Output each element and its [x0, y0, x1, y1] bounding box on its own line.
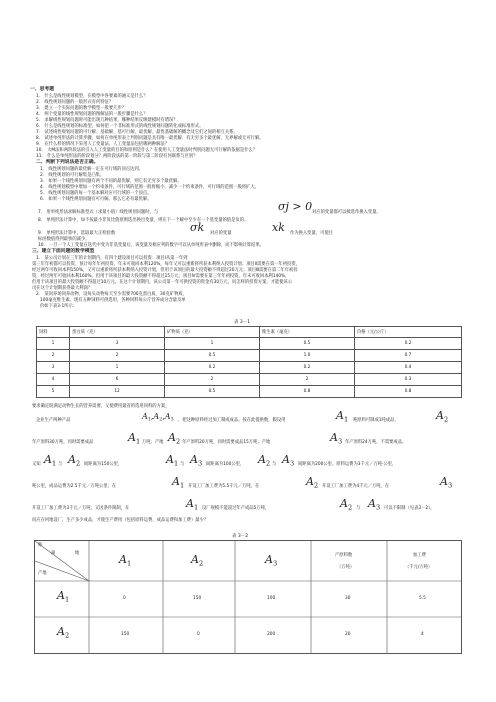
- subscript: 2: [313, 481, 319, 490]
- section1-heading: 一、思考题: [30, 87, 54, 92]
- a1-symbol: [336, 409, 348, 423]
- a1-symbol: [186, 497, 198, 511]
- subscript: 2: [75, 459, 81, 468]
- subscript: 2: [64, 631, 70, 640]
- problem-3-l5c: 与: [356, 506, 361, 511]
- problem-3-l2b: 万吨；产地: [142, 440, 164, 445]
- a-symbol: A: [190, 453, 198, 466]
- judge-3: 3. 如果一个线性规划问题有两个不同的最优解，则它有无穷多个最优解。: [40, 179, 182, 184]
- problem-3-l1: [36, 418, 70, 424]
- subscript: 1: [193, 503, 199, 512]
- problem-3-l2d: 年产原料24万吨，不需要成品。: [345, 440, 407, 445]
- question-6: 6. 什么是线性规划的标准型，如何把一个非标准形式的线性规划问题转化成标准形式。: [36, 124, 204, 129]
- subscript: 1: [343, 415, 349, 424]
- subscript: 1: [126, 559, 132, 568]
- judge-5: 5. 线性规划问题的每一个基本解对应可行域的一个顶点。: [40, 191, 152, 196]
- a-symbol: A: [282, 453, 290, 466]
- row-a2-label: [57, 625, 69, 639]
- a-symbol: A: [440, 475, 448, 488]
- table-cell: 1: [37, 338, 70, 350]
- judge-9-cont: 标函数值得到最快的减少。: [38, 237, 90, 242]
- subscript: 3: [375, 503, 381, 512]
- a1-a2-a3-formula: $A_1,A_2,A_3$: [142, 412, 174, 423]
- x-k-formula: xk: [272, 221, 285, 234]
- table-cell: 4: [421, 632, 424, 637]
- a2-symbol: [258, 453, 270, 467]
- subscript: 2: [159, 417, 163, 423]
- col-a3-header: [265, 553, 277, 567]
- subscript: 1: [51, 459, 57, 468]
- table-cell: 1: [165, 338, 260, 350]
- subscript: 1: [173, 459, 179, 468]
- table-cell: 0.2: [260, 362, 355, 374]
- table-cell: 0: [197, 632, 200, 637]
- feed-table: [36, 326, 462, 398]
- table-cell: 6: [70, 374, 165, 386]
- problem-2-l3: 价如下表3-1所示：: [40, 304, 78, 309]
- question-5: 5. 求解线性规划问题时可能出现几种结果，哪种结果反映建模时有错误？: [36, 118, 178, 123]
- problem-1-l5: 但用于该项目的最大投资额不得超过10万元。在这个计划期内，该公司第一年可供投资的资金有30万元，问怎样的投资方案，才能使该公: [32, 280, 293, 285]
- table-cell: 3: [37, 362, 70, 374]
- problem-3-text-c: 吨原料可制成1吨成品，: [353, 418, 399, 423]
- problem-3-l5b: 设厂规模不能超过年产成品5万吨，: [202, 506, 270, 511]
- table-cell: 100: [267, 596, 276, 601]
- judge-7-tail: 对应的变量都可以被选作换入变量。: [312, 210, 381, 215]
- a-symbol: A: [166, 453, 174, 466]
- subscript: 1: [179, 481, 185, 490]
- problem-3-l3: 又知: [32, 462, 41, 467]
- problem-3-l3f: 与: [272, 462, 277, 467]
- a-symbol: A: [340, 497, 348, 510]
- a2-symbol: [340, 497, 352, 511]
- col-a1-header: [119, 553, 131, 567]
- corner-label-right: 地: [75, 551, 80, 556]
- table-cell: 150: [193, 596, 202, 601]
- problem-3-l4: 吨公里，成品运费为2.5千元／万吨公里；在: [32, 484, 117, 489]
- problem-3-l5d: 可以不限制（见表3－2）。: [384, 506, 435, 511]
- a-symbol: A: [436, 409, 444, 422]
- question-9: 9. 在什么样的情况下采用人工变量法，人工变量法包括哪两种解法？: [36, 142, 170, 147]
- a-symbol: A: [168, 431, 176, 444]
- table-row: [37, 362, 462, 374]
- a-symbol: A: [119, 553, 127, 566]
- table-cell: 0.7: [355, 350, 462, 362]
- a-symbol: A: [186, 497, 194, 510]
- table-cell: 0.3: [355, 374, 462, 386]
- section2-heading: 二、判断下列说法是否正确。: [36, 160, 99, 165]
- table-cell: 2: [165, 374, 260, 386]
- a3-symbol: [190, 453, 202, 467]
- judge-9-tail: 作为换入变量，可使目: [290, 231, 333, 236]
- judge-9-text: 9. 单纯形法计算中，选取最大正检验数: [38, 231, 116, 236]
- col-cost-header: 加工费: [413, 553, 426, 558]
- table-header-cell: 蛋白质（克）: [70, 327, 165, 338]
- table-cell: 0.2: [355, 338, 462, 350]
- subscript: 2: [265, 459, 271, 468]
- subscript: 3: [337, 437, 343, 446]
- table-cell: 150: [121, 632, 130, 637]
- table-header-row: [37, 327, 462, 338]
- judge-6: 6. 如果一个线性规划问题有可行解，那么它必有最优解。: [40, 197, 152, 202]
- problem-3-l3g: 间距离为200公里。原料运费为3千元／万吨·公里，: [298, 462, 397, 467]
- subscript: 2: [175, 437, 181, 446]
- question-1: 1. 什么是线性规划模型，在模型中各要素的涵义是什么？: [36, 94, 148, 99]
- table-header-cell: 维生素（毫克）: [260, 327, 355, 338]
- table-cell: 0.5: [260, 338, 355, 350]
- a-symbol: A: [258, 453, 266, 466]
- a-symbol: A: [368, 497, 376, 510]
- a-symbol: A: [44, 453, 52, 466]
- table-cell: 0.5: [165, 350, 260, 362]
- col-output-header: 产原料数: [335, 553, 353, 558]
- question-4: 4. 两个变量的线性规划问题的图解法的一般步骤是什么？: [36, 112, 148, 117]
- problem-1-l3: 经过两年可收回本利150%，又可以重新将所获本利纳入投资计划，但用于该项目的最大投资额不得超过20万元；项目Ⅲ需要在第二年年初投: [32, 268, 298, 273]
- problem-3-l3c: 间距离为150公里，: [84, 462, 123, 467]
- table-row: [37, 374, 462, 386]
- subscript: 2: [198, 559, 204, 568]
- table-cell: 1.0: [260, 350, 355, 362]
- problem-3-l6: 问应在何地设厂，生产多少成品，才使生产费用（包括原料运费、成品运费和加工费）最少？: [32, 518, 209, 523]
- question-7: 7. 试述线性规划问题的可行解、基础解、基可行解、最优解、最优基础解的概念及它们之间的相互关系。: [36, 130, 238, 135]
- table-cell: 0.4: [355, 362, 462, 374]
- question-2: 2. 线性规划问题的一般形式有何特征？: [36, 100, 114, 105]
- table-row: [37, 350, 462, 362]
- a2-symbol: [306, 475, 318, 489]
- table-cell: 0.2: [165, 362, 260, 374]
- a-symbol: A: [306, 475, 314, 488]
- a-symbol: A: [172, 475, 180, 488]
- table-header-cell: 价格（元/公斤）: [355, 327, 462, 338]
- sigma-k-formula: σk: [190, 221, 205, 234]
- table-cell: 4: [37, 374, 70, 386]
- a-symbol: A: [128, 431, 136, 444]
- table-row: [37, 338, 462, 350]
- judge-10: 10. 一旦一个人工变量在迭代中变为非基变量后，该变量及相应列的数字可以从单纯形表中删除，而不影响计算结果。: [38, 243, 264, 248]
- col-cost-unit: （千元/万吨）: [405, 565, 433, 570]
- question-8: 8. 试述单纯形法的计算步骤，如何在单纯形表上判别问题是具有唯一最优解、有无穷多个最优解、无界解或无可行解。: [36, 136, 264, 141]
- corner-label-bottom: 产地: [38, 571, 47, 576]
- table-cell: 0: [123, 596, 126, 601]
- judge-7-text: 7. 用单纯形法求解标准型式（求最小值）线性规划问题时，与: [38, 210, 159, 215]
- problem-1-l6: 司在这个计划期获得最大利润？: [32, 286, 93, 291]
- subscript: 2: [443, 415, 449, 424]
- subscript: 1: [147, 417, 151, 423]
- table2-caption: 表 3－2: [232, 534, 249, 539]
- table-cell: 1: [70, 362, 165, 374]
- table-grid: [35, 541, 461, 653]
- table-cell: 20: [345, 632, 351, 637]
- table-cell: 2: [70, 350, 165, 362]
- question-11: 11. 什么是单纯形法的阶段划分？两阶段法的第一阶段与第二阶段有何联系与区别？: [36, 154, 198, 159]
- problem-1-l2: 第三年年初都可以投资，预计每年年初投资，年末可收回本利120%，每年又可以重新将所获本利纳入投资计划；项目Ⅱ需要在第一年初投资，: [32, 262, 300, 267]
- subscript: 1: [135, 437, 141, 446]
- table-cell: 30: [345, 596, 351, 601]
- sigma-j-formula: σj > 0: [278, 200, 313, 213]
- problem-1-l4: 资，经过两年可收回本利160%，但用于该项目的最大投资额不得超过15万元；项目Ⅳ需要在第三年年初投资，年末可收回本利140%，: [32, 274, 290, 279]
- table-cell: 12: [70, 386, 165, 398]
- a1-symbol: [172, 475, 184, 489]
- problem-3-l5: 开设工厂加工费为3千元／万吨；又因条件限制，在: [32, 506, 130, 511]
- subscript: 3: [289, 459, 295, 468]
- a3-symbol: [330, 431, 342, 445]
- col-output-unit: （万吨）: [337, 565, 355, 570]
- problem-3-l4c: 开设工厂加工费为4千元／万吨，在: [322, 484, 390, 489]
- a1-symbol: [44, 453, 56, 467]
- subscript: 3: [197, 459, 203, 468]
- subscript: 3: [447, 481, 453, 490]
- row-a1-label: [57, 589, 69, 603]
- a-symbol: A: [153, 412, 160, 421]
- a-symbol: A: [164, 412, 171, 421]
- problem-3-text: 企业生产两种产品: [36, 418, 71, 423]
- judge-8: 8. 单纯形法计算中，如不按最小非负比值原则选出换出变量，则在下一个解中至少有一个基变量的值是负的。: [38, 218, 249, 223]
- judge-4: 4. 线性规划模型中增加一个约束条件，可行域的范围一般将缩小，减少一个约束条件，可行域的范围一般将扩大。: [40, 185, 259, 190]
- problem-3-l4b: 开设工厂加工费为5.5千元／万吨，在: [188, 484, 260, 489]
- a-symbol: A: [265, 553, 273, 566]
- table-header-cell: 饲料: [37, 327, 70, 338]
- table-cell: 3: [70, 338, 165, 350]
- a-symbol: A: [68, 453, 76, 466]
- problem-2-l2: 100毫克维生素。现有五种饲料可供选用，各种饲料每公斤营养成分含量及单: [40, 298, 186, 303]
- section3-heading: 三、建立下面问题的数学模型: [32, 249, 95, 254]
- a2-symbol: [168, 431, 180, 445]
- question-10: 10. 大M法和两阶段法的引入人工变量的目的和原则是什么？在使用人工变量法时判别问题无可行解的依据是什么？: [36, 148, 258, 153]
- table-cell: 0.8: [355, 386, 462, 398]
- judge-2: 2. 线性规划的可行解集是凸集。: [40, 173, 105, 178]
- problem-3-text-b: ，把这种原料经过加工制成成品。按在此提供数，假设用: [178, 418, 286, 423]
- subscript: 2: [347, 503, 353, 512]
- subscript: 3: [272, 559, 278, 568]
- judge-9-mid: 对应的变量: [210, 231, 232, 236]
- problem-3-l3d: 与: [180, 462, 185, 467]
- table-cell: 5.5: [419, 596, 426, 601]
- a3-symbol: [368, 497, 380, 511]
- col-a2-header: [191, 553, 203, 567]
- a2-symbol: [68, 453, 80, 467]
- corner-label-mid: 离: [51, 551, 56, 556]
- a1-symbol: [166, 453, 178, 467]
- distance-table: [34, 540, 462, 654]
- a3-symbol: [440, 475, 452, 489]
- table-header-cell: 矿物质（克）: [165, 327, 260, 338]
- table-cell: 0.5: [165, 386, 260, 398]
- corner-label-top: 距: [38, 543, 43, 548]
- problem-3-l3b: 与: [58, 462, 63, 467]
- a-symbol: A: [57, 589, 65, 602]
- table-cell: 200: [267, 632, 276, 637]
- a-symbol: A: [142, 412, 148, 421]
- a-symbol: A: [191, 553, 199, 566]
- subscript: 1: [64, 595, 70, 604]
- table-cell: 5: [37, 386, 70, 398]
- table-cell: 2: [260, 374, 355, 386]
- judge-1: 1. 线性规划问题的最优解一定在可行域的顶点达到。: [40, 167, 143, 172]
- table-row: [37, 386, 462, 398]
- question-3: 3. 建立一个实际问题的数学模型一般要几步？: [36, 106, 127, 111]
- problem-1-l1: 1. 某公司计划在三年的计划期内，有四个建设项目可以投资：项目Ⅰ从第一年到: [36, 256, 188, 261]
- a-symbol: A: [330, 431, 338, 444]
- a3-symbol: [282, 453, 294, 467]
- subscript: 3: [170, 417, 174, 423]
- table1-caption: 表 3－1: [234, 320, 251, 325]
- a2-symbol: [436, 409, 448, 423]
- table-cell: 0.8: [260, 386, 355, 398]
- problem-2-conclusion: 要求确定既满足动物生长的营养需要，又使费用最省的选用饲料的方案。: [32, 404, 170, 409]
- problem-3-l3e: 间距离为100公里，: [206, 462, 245, 467]
- problem-3-l2c: 年产原料20万吨，同时需要成品15万吨；产地: [182, 440, 271, 445]
- table-cell: 2: [37, 350, 70, 362]
- problem-3-l2: 年产原料30万吨，同时需要成品: [32, 440, 94, 445]
- a-symbol: A: [57, 625, 65, 638]
- a1-symbol: [128, 431, 140, 445]
- problem-2-l1: 2. 某饲养场饲养动物，设每头动物每天至少需要700克蛋白质、30克矿物质、: [36, 292, 187, 297]
- a-symbol: A: [336, 409, 344, 422]
